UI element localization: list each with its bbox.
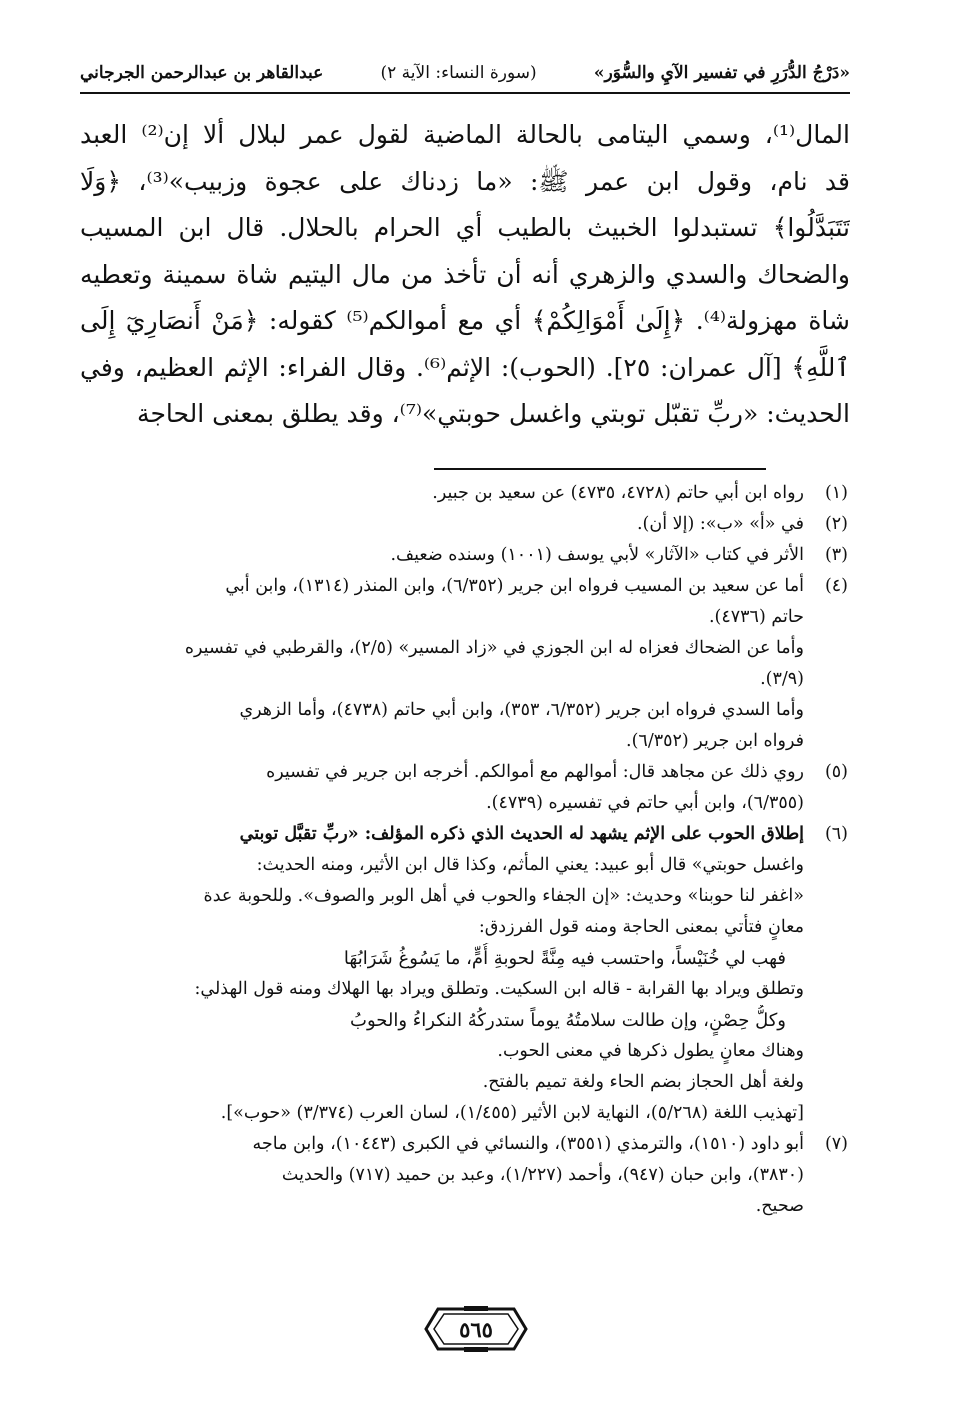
footnote-3 [82,540,848,571]
page-number-ornament [424,1305,528,1353]
footnote-line: إطلاق الحوب على الإثم يشهد له الحديث الذي ذكره المؤلف: «ربِّ تقبَّل توبتي [239,824,804,844]
main-line: شاة مهزولة⁽⁴⁾. ﴿إِلَىٰ أَمْوَالِكُمْ﴾ أي مع أموالكم⁽⁵⁾ كقوله: ﴿مَنْ أَنصَارِيٓ إِلَى [80,306,850,335]
footnote-line: [تهذيب اللغة (٥/٢٦٨)، النهاية لابن الأثير (١/٤٥٥)، لسان العرب (٣/٣٧٤) «حوب»]. [220,1103,804,1123]
header-surah-reference: (سورة النساء: الآية ٢) [380,63,537,83]
footnote-line: «اغفر لنا حوبنا» وحديث: «إن الجفاء والحوب في أهل الوبر والصوف». وللحوبة عدة [203,886,804,906]
header-book-title: «دَرْجُ الدُّرَرِ في تفسير الآيِ والسُّوَر» [593,63,850,83]
footnote-7 [82,1129,848,1222]
footnote-line: حاتم (٤٧٣٦). [708,607,804,627]
main-line: تَتَبَدَّلُوا﴾ تستبدلوا الخبيث بالطيب أي الحرام بالحلال. قال ابن المسيب [80,213,850,242]
poetry-verse: فهب لي خُنَيْساً، واحتسب فيه مِنَّةً لحوبةِ أُمٍّ، ما يَسُوغُ شَرَابُهَا [343,948,786,969]
main-line: قد نام، وقول ابن عمر ﷺ: «ما زدناك على عجوة وزبيب»⁽³⁾، ﴿وَلَا [80,166,850,196]
footnote-line: معانٍ فتأتي بمعنى الحاجة ومنه قول الفرزدق: [478,917,804,937]
footnote-line: (٦/٣٥٥)، وابن أبي حاتم في تفسيره (٤٧٣٩). [486,793,804,813]
footnote-line: ولغة أهل الحجاز بضم الحاء ولغة تميم بالفتح. [482,1072,804,1092]
footnote-line: الأثر في كتاب «الآثار» لأبي يوسف (١٠٠١) وسنده ضعيف. [390,545,804,565]
footnote-number: (١) [824,483,848,503]
header-author-name: عبدالقاهر بن عبدالرحمن الجرجاني [80,63,324,83]
footnote-number: (٤) [824,576,848,596]
footnote-line: صحيح. [755,1196,804,1216]
footnote-line: وهناك معانٍ يطول ذكرها في معنى الحوب. [497,1041,804,1061]
main-text [80,112,850,438]
footnote-number: (٧) [824,1134,848,1154]
main-line: ٱللَّهِ﴾ [آل عمران: ٢٥]. (الحوب): الإثم⁽⁶⁾. وقال الفراء: الإثم العظيم، وفي [80,352,850,382]
footnote-line: فرواه ابن جرير (٦/٣٥٢). [626,731,804,751]
page-number: ٥٦٥ [459,1317,493,1342]
footnote-line: (٣/٩). [760,669,804,689]
footnotes [82,478,848,1222]
footnote-line: (٣٨٣٠)، وابن حبان (٩٤٧)، وأحمد (١/٢٢٧)، وعبد بن حميد (٧١٧) والحديث [281,1165,804,1185]
footnote-separator [434,468,766,470]
footnote-line: وأما السدي فرواه ابن جرير (٦/٣٥٢، ٣٥٣)، وابن أبي حاتم (٤٧٣٨)، وأما الزهري [239,700,804,720]
footnote-line: أبو داود (١٥١٠)، والترمذي (٣٥٥١)، والنسائي في الكبرى (١٠٤٤٣)، وابن ماجه [252,1134,804,1154]
footnote-1 [82,478,848,509]
footnote-2 [82,509,848,540]
footnote-number: (٢) [824,514,848,534]
header-divider [80,92,850,94]
poetry-verse: وكلُّ حِصْنٍ، وإن طالت سلامتُهُ يوماً ستدركُهُ النكراءُ والحوبُ [350,1010,786,1031]
main-line: والضحاك والسدي والزهري أنه أن تأخذ من مال اليتيم شاة سمينة وتعطيه [80,259,850,289]
running-header [80,56,850,90]
footnote-6 [82,819,848,1129]
footnote-number: (٣) [824,545,848,565]
footnote-5 [82,757,848,819]
footnote-number: (٥) [824,762,848,782]
footnote-line: رواه ابن أبي حاتم (٤٧٢٨، ٤٧٣٥) عن سعيد بن جبير. [432,483,804,503]
footnote-number: (٦) [824,824,848,844]
footnote-line: أما عن سعيد بن المسيب فرواه ابن جرير (٦/٣٥٢)، وابن المنذر (١٣١٤)، وابن أبي [225,576,804,596]
main-line: الحديث: «ربِّ تقبّل توبتي واغسل حوبتي»⁽⁷⁾، وقد يطلق بمعنى الحاجة [137,399,850,428]
footnote-line: وتطلق ويراد بها القرابة - قاله ابن السكيت. وتطلق ويراد بها الهلاك ومنه قول الهذلي: [194,979,804,999]
main-line: المال⁽¹⁾، وسمي اليتامى بالحالة الماضية لقول عمر لبلال ألا إن⁽²⁾ العبد [80,120,850,149]
footnote-line: واغسل حوبتي» قال أبو عبيد: يعني المأثم، وكذا قال ابن الأثير، ومنه الحديث: [256,855,804,875]
footnote-line: في «أ» «ب»: (إلا أن). [636,514,804,534]
footnote-4 [82,571,848,757]
footnote-line: وأما عن الضحاك فعزاه له ابن الجوزي في «زاد المسير» (٢/٥)، والقرطبي في تفسيره [184,638,804,658]
footnote-line: روي ذلك عن مجاهد قال: أموالهم مع أموالكم. أخرجه ابن جرير في تفسيره [266,762,804,782]
